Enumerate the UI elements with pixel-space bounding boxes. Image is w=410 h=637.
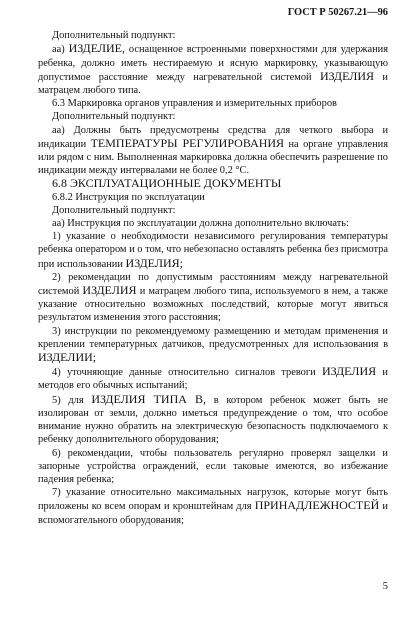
section-heading-6-3: 6.3 Маркировка органов управления и измерительных приборов [52,98,337,110]
list-item-7: 7) указание относительно максимальных нагрузок, которые могут быть приложены ко всем опорам и кронштейнам для ПРИНАДЛЕЖНОСТЕЙ и вспомогательного оборудования; [38,487,388,526]
page-number: 5 [382,580,388,592]
subclause-label: Дополнительный подпункт: [52,30,176,42]
subclause-label: Дополнительный подпункт: [52,204,176,216]
list-item-5: 5) для ИЗДЕЛИЯ ТИПА В, в котором ребенок может быть не изолирован от земли, должно иметься предупреждение о том, что особое внимание нужно обратить на электрическую безопасность подключаемого к ребенку дополнительного оборудования; [38,391,388,446]
list-item-2: 2) рекомендации по допустимым расстояниям между нагревательной системой ИЗДЕЛИЯ и матрацем любого типа, используемого в нем, а также указание относительно возможных последствий, которые могут явиться результатом изменения этого расстояния; [38,271,388,324]
subclause-label: Дополнительный подпункт: [52,111,176,123]
list-item-4: 4) уточняющие данные относительно сигналов тревоги ИЗДЕЛИЯ и методов его обычных испытаний; [38,364,388,392]
list-item-1: 1) указание о необходимости независимого регулирования температуры ребенка оператором и о том, что небезопасно оставлять ребенка без присмотра при использовании ИЗДЕЛИЯ; [38,231,388,270]
paragraph-aa-marking: аа) ИЗДЕЛИЕ, оснащенное встроенными поверхностями для удержания ребенка, должно иметь нестираемую и ясную маркировку, указывающую допустимое расстояние между нагревательной системой ИЗДЕЛИЯ и матрацем любого типа. [38,41,388,97]
section-heading-6-8-2: 6.8.2 Инструкция по эксплуатации [52,191,205,203]
paragraph-aa-instructions: аа) Инструкция по эксплуатации должна дополнительно включать: [52,218,349,230]
section-heading-6-8: 6.8 ЭКСПЛУАТАЦИОННЫЕ ДОКУМЕНТЫ [52,176,282,191]
list-item-6: 6) рекомендации, чтобы пользователь регулярно проверял защелки и запорные устройства ограждений, если таковые имеются, во избежание падения ребенка; [38,447,388,485]
paragraph-aa-controls: аа) Должны быть предусмотрены средства для четкого выбора и индикации ТЕМПЕРАТУРЫ РЕГУЛИРОВАНИЯ на органе управления или рядом с ним. Выполненная маркировка должна обеспечить разрешение по индикации между интервалами не более 0,2 °С. [38,124,388,177]
standard-header: ГОСТ Р 50267.21—96 [287,7,388,18]
list-item-3: 3) инструкции по рекомендуемому размещению и методам применения и креплении температурных датчиков, предусмотренных для использования в ИЗДЕЛИИ; [38,325,388,365]
